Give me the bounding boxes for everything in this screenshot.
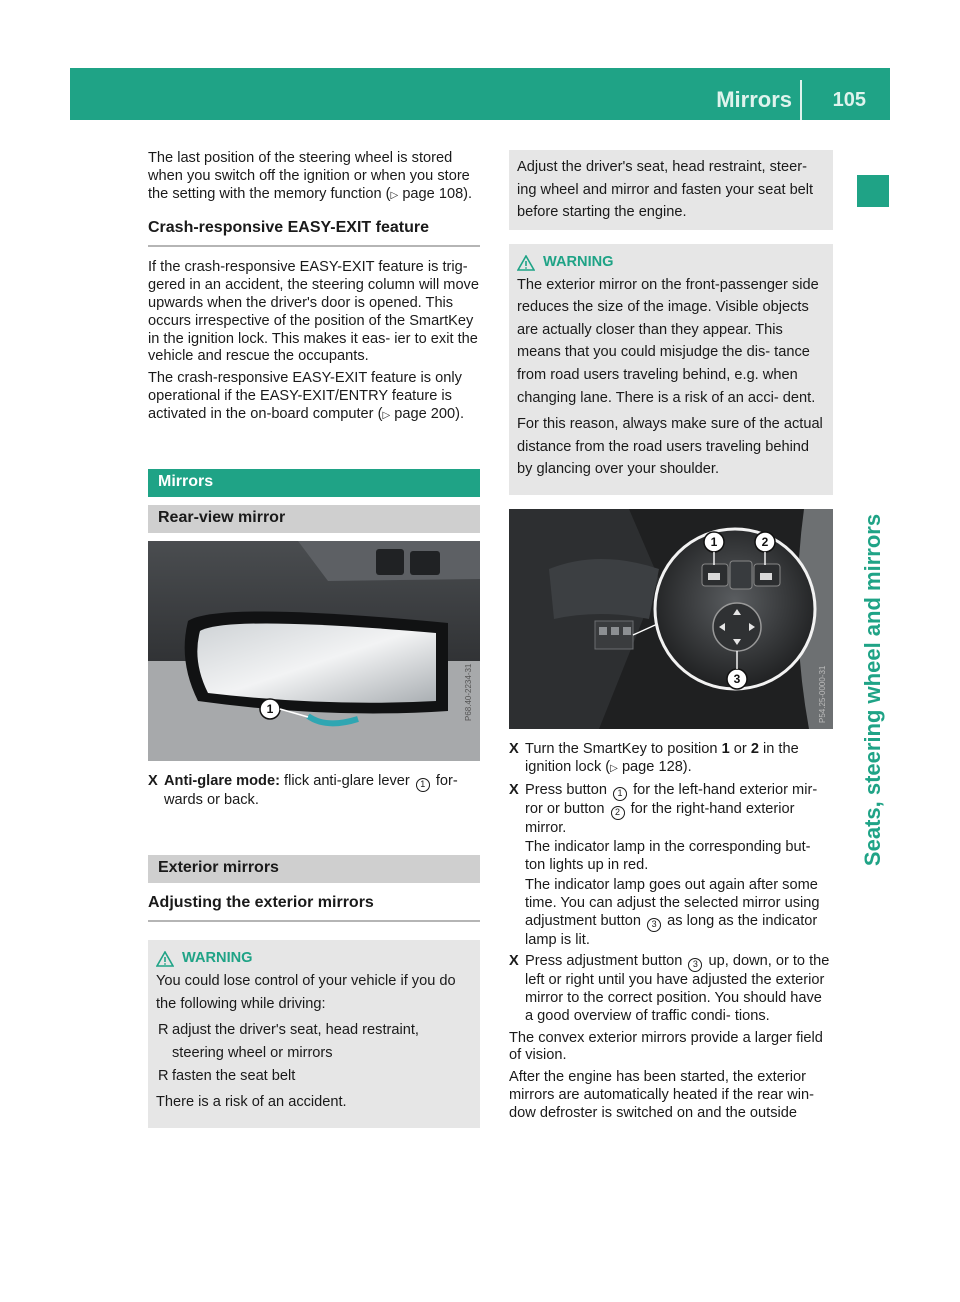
- chapter-tab-marker: [857, 175, 889, 207]
- easy-exit-paragraph-2: The crash-responsive EASY-EXIT feature is only operational if the EASY-EXIT/ENTRY feature is activated in the on-board computer (▷ page 200).: [148, 370, 465, 422]
- warning-paragraph-1: The exterior mirror on the front-passenger side reduces the size of the image. Visible objects are actually closer than they appear. This means that you could misjudge the dis- tance from road users traveling behind, e.g. when changing lane. There is a risk of an acci- dent.: [517, 276, 819, 406]
- callout-3-icon: 3: [688, 958, 702, 972]
- page-ref-link[interactable]: page 108).: [402, 185, 473, 202]
- page-ref-arrow-icon: ▷: [610, 762, 618, 774]
- anti-glare-step: X Anti-glare mode: flick anti-glare lever 1 for- wards or back.: [148, 772, 458, 808]
- mirrors-section-heading: Mirrors: [148, 469, 480, 497]
- note-box-adjust: Adjust the driver's seat, head restraint, steer- ing wheel and mirror and fasten your seat belt before starting the engine.: [509, 150, 833, 230]
- step-turn-smartkey: X Turn the SmartKey to position 1 or 2 in the ignition lock (▷ page 128).: [509, 740, 799, 775]
- intro-paragraph: The last position of the steering wheel is stored when you switch off the ignition or when you store the setting with the memory function (▷ page 108).: [148, 150, 473, 202]
- warning-header: WARNING: [156, 950, 472, 968]
- image-callout-2: 2: [761, 534, 769, 549]
- warning-intro: You could lose control of your vehicle if you do the following while driving:: [156, 973, 456, 1012]
- image-callout-1: 1: [710, 534, 718, 549]
- callout-1-icon: 1: [613, 787, 627, 801]
- header-divider: [800, 80, 802, 120]
- warning-triangle-icon: [517, 255, 535, 271]
- page-ref-link[interactable]: page 200).: [394, 405, 465, 422]
- exterior-mirrors-heading: Exterior mirrors: [148, 855, 480, 883]
- chapter-side-label: Seats, steering wheel and mirrors: [860, 513, 885, 867]
- easy-exit-heading: Crash-responsive EASY-EXIT feature: [148, 218, 480, 247]
- step-marker-icon: X: [148, 772, 158, 789]
- left-column: [148, 150, 480, 1128]
- rear-view-mirror-image: [148, 541, 480, 761]
- warning-box-driving: [148, 940, 480, 1127]
- image-code: P54.25-0000-31: [818, 665, 827, 723]
- heated-mirror-paragraph: After the engine has been started, the exterior mirrors are automatically heated if the rear win- dow defroster is switched on and the outside: [509, 1069, 814, 1121]
- warning-paragraph-2: For this reason, always make sure of the actual distance from the road users traveling behind by glancing over your shoulder.: [517, 416, 823, 478]
- page-ref-link[interactable]: page 128).: [621, 758, 692, 775]
- warning-closing: There is a risk of an accident.: [156, 1094, 347, 1111]
- warning-header: WARNING: [517, 254, 825, 272]
- convex-mirror-paragraph: The convex exterior mirrors provide a larger field of vision.: [509, 1029, 823, 1064]
- door-mirror-controls-image: [509, 509, 833, 729]
- bullet-icon: R: [158, 1022, 169, 1039]
- callout-2-icon: 2: [611, 806, 625, 820]
- list-item: R fasten the seat belt: [156, 1065, 472, 1088]
- easy-exit-paragraph-1: If the crash-responsive EASY-EXIT feature is trig- gered in an accident, the steering column will move upwards when the driver's door is opened. This occurs irrespective of the position of the SmartKey in the ignition lock. This makes it eas- ier to exit the vehicle and rescue the occupants.: [148, 259, 479, 365]
- page-number: 105: [832, 89, 866, 111]
- step-press-adjustment: X Press adjustment button 3 up, down, or to the left or right until you have adjusted the exterior mirror to the correct position. You should have a good overview of traffic condi- tions.: [509, 953, 830, 1024]
- step-marker-icon: X: [509, 781, 519, 798]
- page-ref-arrow-icon: ▷: [390, 189, 399, 201]
- warning-triangle-icon: [156, 951, 174, 967]
- callout-3-icon: 3: [647, 918, 661, 932]
- adjusting-exterior-mirrors-heading: Adjusting the exterior mirrors: [148, 893, 480, 922]
- image-code: P68.40-2234-31: [464, 663, 473, 721]
- page-ref-arrow-icon: ▷: [382, 409, 391, 421]
- warning-bullet-list: [156, 1019, 472, 1087]
- right-column: [509, 150, 833, 1127]
- bullet-icon: R: [158, 1067, 169, 1084]
- rear-view-mirror-heading: Rear-view mirror: [148, 505, 480, 533]
- warning-box-mirror-distance: [509, 244, 833, 495]
- image-callout-3: 3: [733, 671, 741, 686]
- page-header: [70, 68, 890, 120]
- step-marker-icon: X: [509, 740, 519, 757]
- callout-1-icon: 1: [416, 778, 430, 792]
- step-press-button: X Press button 1 for the left-hand exterior mir- ror or button 2 for the right-hand exterior mirror. The indicator lamp in the corresponding but- ton lights up in red. The indicator lamp goes out again after some time. You can adjust the selected mirror using adjustment button 3 as long as the indicator lamp is lit.: [509, 781, 820, 948]
- step-marker-icon: X: [509, 953, 519, 970]
- image-callout-1: 1: [266, 701, 274, 716]
- list-item: R adjust the driver's seat, head restraint, steering wheel or mirrors: [156, 1019, 472, 1064]
- page-title: Mirrors: [716, 87, 792, 112]
